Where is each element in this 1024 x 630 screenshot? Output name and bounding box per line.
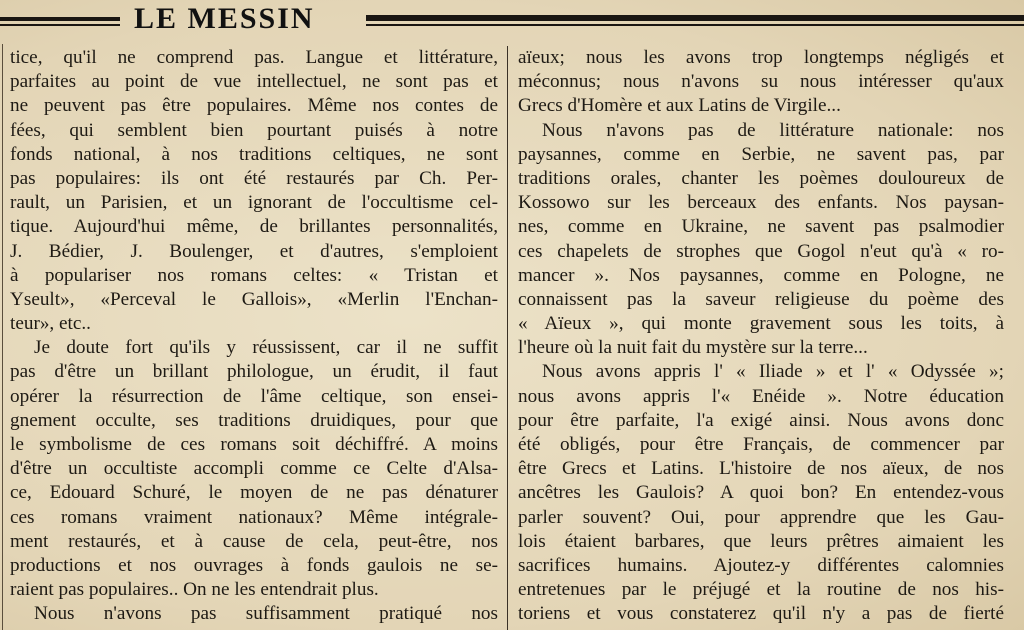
text-line: ces romans vraiment nationaux? Même intégrale- bbox=[10, 506, 498, 528]
text-line: d'être un occultiste accompli comme ce Celte d'Alsa- bbox=[10, 458, 498, 480]
text-line: pas d'être un brillant philologue, un érudit, il faut bbox=[10, 361, 498, 383]
text-line: ce, Edouard Schuré, le moyen de ne pas dénaturer bbox=[10, 482, 498, 504]
text-line: être Grecs et Latins. L'histoire de nos aïeux, de nos bbox=[518, 458, 1004, 480]
text-line: entretenues par le préjugé et la routine de nos his- bbox=[518, 579, 1004, 601]
text-line: Je doute fort qu'ils y réussissent, car il ne suffit bbox=[34, 337, 498, 359]
right-column bbox=[518, 46, 1004, 630]
text-line: ment restaurés, et à cause de cela, peut-être, nos bbox=[10, 530, 498, 552]
text-line: raient pas populaires.. On ne les entendrait plus. bbox=[10, 579, 379, 601]
text-line: lois étaient barbares, que leurs prêtres aimaient les bbox=[518, 530, 1004, 552]
text-line: pas populaires: ils ont été restaurés par Ch. Per- bbox=[10, 167, 498, 189]
text-line: nes, comme en Ukraine, ne savent pas psalmodier bbox=[518, 216, 1004, 238]
text-line: Nous avons appris l' « Iliade » et l' « Odyssée »; bbox=[542, 361, 1004, 383]
text-line: parler souvent? Oui, pour apprendre que les Gau- bbox=[518, 506, 1004, 528]
text-line: teur», etc.. bbox=[10, 313, 91, 335]
text-line: gnement occulte, ses traditions druidiques, pour que bbox=[10, 409, 498, 431]
text-line: l'heure où la nuit fait du mystère sur la terre... bbox=[518, 337, 868, 359]
header-rule-left bbox=[0, 17, 120, 26]
column-divider bbox=[507, 46, 508, 630]
text-line: nous avons appris l'« Enéide ». Notre éducation bbox=[518, 385, 1004, 407]
text-line: fées, qui semblent bien pourtant puisés à notre bbox=[10, 119, 498, 141]
text-line: J. Bédier, J. Boulenger, et d'autres, s'emploient bbox=[10, 240, 498, 262]
text-line: traditions orales, chanter les poèmes douloureux de bbox=[518, 167, 1004, 189]
text-line: tique. Aujourd'hui même, de brillantes personnalités, bbox=[10, 216, 498, 238]
text-line: toriens et vous constaterez qu'il n'y a pas de fierté bbox=[518, 603, 1004, 625]
masthead-title: LE MESSIN bbox=[134, 2, 315, 35]
text-line: aïeux; nous les avons trop longtemps négligés et bbox=[518, 47, 1004, 68]
text-line: tice, qu'il ne comprend pas. Langue et littérature, bbox=[10, 47, 498, 68]
left-column bbox=[10, 46, 498, 630]
text-line: Nous n'avons pas de littérature nationale: nos bbox=[542, 119, 1004, 141]
text-line: productions et nos ouvrages à fonds gaulois ne se- bbox=[10, 554, 498, 576]
text-line: pour être parfaite, l'a exigé ainsi. Nous avons donc bbox=[518, 409, 1004, 431]
header-rule-right bbox=[366, 15, 1024, 26]
text-line: sacrifices humains. Ajoutez-y différentes calomnies bbox=[518, 554, 1004, 576]
text-line: rault, un Parisien, et un ignorant de l'occultisme cel- bbox=[10, 192, 498, 214]
text-line: ne peuvent pas être populaires. Même nos contes de bbox=[10, 95, 498, 117]
text-line: méconnus; nous n'avons su nous intéresser qu'aux bbox=[518, 71, 1004, 93]
text-line: ancêtres les Gaulois? A quoi bon? En entendez-vous bbox=[518, 482, 1004, 504]
text-line: connaissent pas la saveur religieuse du poème des bbox=[518, 288, 1004, 310]
text-line: Grecs d'Homère et aux Latins de Virgile... bbox=[518, 95, 841, 117]
text-line: opérer la résurrection de l'âme celtique, son ensei- bbox=[10, 385, 498, 407]
page-edge-rule bbox=[2, 44, 3, 630]
text-line: ces chapelets de strophes que Gogol n'eut qu'à « ro- bbox=[518, 240, 1004, 262]
text-line: Yseult», «Perceval le Gallois», «Merlin l'Enchan- bbox=[10, 288, 498, 310]
page-header bbox=[0, 0, 1024, 44]
text-line: paysannes, comme en Serbie, ne savent pas, par bbox=[518, 143, 1004, 165]
text-line: « Aïeux », qui monte gravement sous les toits, à bbox=[518, 313, 1004, 335]
text-line: mancer ». Nos paysannes, comme en Pologne, ne bbox=[518, 264, 1004, 286]
text-line: fonds national, à nos traditions celtiques, ne sont bbox=[10, 143, 498, 165]
text-line: Nous n'avons pas suffisamment pratiqué nos bbox=[34, 603, 498, 625]
text-line: été obligés, pour être Français, de commencer par bbox=[518, 434, 1004, 455]
text-line: le symbolisme de ces romans soit déchiffré. A moins bbox=[10, 434, 498, 455]
text-line: Kossowo sur les berceaux des enfants. Nos paysan- bbox=[518, 192, 1004, 214]
text-line: à populariser nos romans celtes: « Tristan et bbox=[10, 264, 498, 286]
text-line: parfaites au point de vue intellectuel, ne sont pas et bbox=[10, 71, 498, 93]
